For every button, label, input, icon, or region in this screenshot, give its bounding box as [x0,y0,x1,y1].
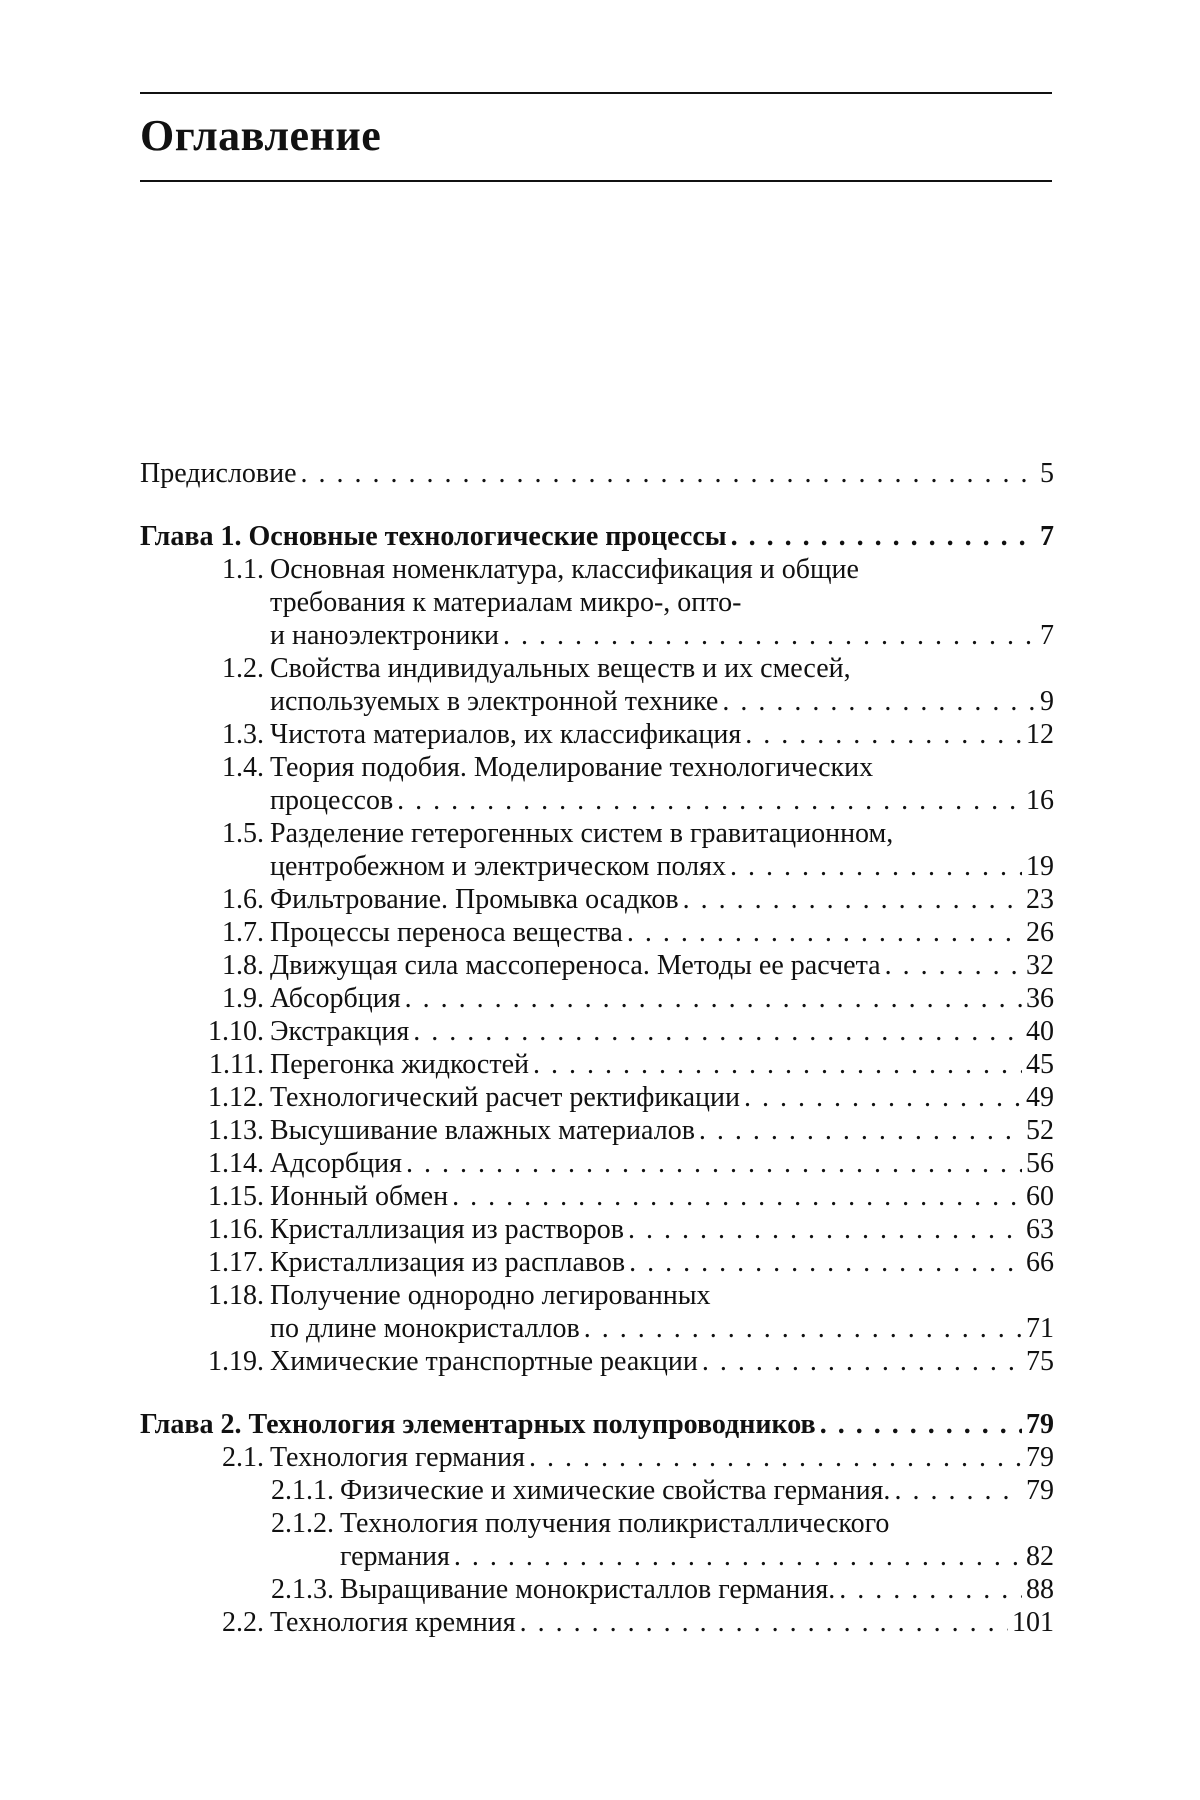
page-number: 101 [1012,1607,1054,1638]
section-title: Химические транспортные реакции [270,1346,698,1377]
toc-section-entry[interactable] [140,1345,1054,1378]
dot-leader [628,1213,1022,1246]
toc-entry-line [270,883,1054,916]
dot-leader [839,1573,1022,1606]
section-number: 1.16. [208,1214,264,1245]
toc-section-entry[interactable] [140,949,1054,982]
toc-entry-line [140,520,1054,553]
page-number: 26 [1026,917,1054,948]
toc-section-entry[interactable] [140,1474,1054,1507]
toc-section-entry[interactable] [140,718,1054,751]
page-number: 56 [1026,1148,1054,1179]
page-title: Оглавление [140,111,382,160]
page-number: 7 [1040,620,1054,651]
page-number: 88 [1026,1574,1054,1605]
dot-leader [405,982,1022,1015]
section-number: 1.6. [222,884,264,915]
section-number: 1.18. [208,1280,264,1311]
section-title: Адсорбция [270,1148,402,1179]
toc-section-entry[interactable] [140,1147,1054,1180]
toc-entry-line [270,916,1054,949]
dot-leader [452,1180,1022,1213]
toc-section-entry[interactable] [140,817,1054,883]
toc-section-entry[interactable] [140,1015,1054,1048]
toc-section-entry[interactable] [140,1213,1054,1246]
dot-leader [301,457,1036,490]
chapter-title: Глава 1. Основные технологические процессы [140,521,727,552]
toc-entry-line [270,1441,1054,1474]
section-number: 1.11. [209,1049,264,1080]
section-number: 1.14. [208,1148,264,1179]
section-title-line: Технология получения поликристаллического [340,1508,890,1539]
toc-entry-line [270,619,1054,652]
section-title: центробежном и электрическом полях [270,851,726,882]
page-number: 36 [1026,983,1054,1014]
section-number: 1.17. [208,1247,264,1278]
page-number: 79 [1026,1475,1054,1506]
dot-leader [454,1540,1022,1573]
section-number: 1.8. [222,950,264,981]
page-number: 45 [1026,1049,1054,1080]
section-number: 1.12. [208,1082,264,1113]
dot-leader [629,1246,1022,1279]
section-title: Экстракция [270,1016,410,1047]
toc-entry-line [270,1345,1054,1378]
toc-entry-line [340,1474,1054,1507]
dot-leader [503,619,1036,652]
page-number: 79 [1026,1409,1054,1440]
toc-section-entry[interactable] [140,1279,1054,1345]
page-number: 63 [1026,1214,1054,1245]
toc-section-entry[interactable] [140,883,1054,916]
dot-leader [533,1048,1022,1081]
toc-entry-line [270,1180,1054,1213]
top-rule [140,92,1052,94]
dot-leader [627,916,1022,949]
toc-section-entry[interactable] [140,1441,1054,1474]
page-number: 23 [1026,884,1054,915]
chapter-title: Глава 2. Технология элементарных полупроводников [140,1409,816,1440]
toc-entry-line [140,457,1054,490]
toc-section-entry[interactable] [140,1606,1054,1639]
page-number: 60 [1026,1181,1054,1212]
section-title: Чистота материалов, их классификация [270,719,742,750]
toc-entry-line [340,1573,1054,1606]
toc-chapter-heading[interactable] [140,520,1054,553]
dot-leader [397,784,1022,817]
section-title: Технологический расчет ректификации [270,1082,740,1113]
toc-section-entry[interactable] [140,553,1054,652]
page-number: 71 [1026,1313,1054,1344]
dot-leader [683,883,1022,916]
section-title: германия [340,1541,450,1572]
toc-entry-line [270,784,1054,817]
toc-entry-line [340,1540,1054,1573]
toc-entry-line [270,1246,1054,1279]
toc-section-entry[interactable] [140,1048,1054,1081]
section-title: Кристаллизация из расплавов [270,1247,626,1278]
section-title-line: требования к материалам микро-, опто- [270,587,742,618]
page-number: 9 [1040,686,1054,717]
section-title: и наноэлектроники [270,620,500,651]
section-title: Ионный обмен [270,1181,449,1212]
dot-leader [744,1081,1022,1114]
page-number: 40 [1026,1016,1054,1047]
section-number: 1.15. [208,1181,264,1212]
section-title: Технология германия [270,1442,525,1473]
dot-leader [722,685,1036,718]
section-title: по длине монокристаллов [270,1313,580,1344]
page-number: 32 [1026,950,1054,981]
section-title-line: Свойства индивидуальных веществ и их смесей, [270,653,851,684]
dot-leader [730,850,1022,883]
section-number: 2.1.3. [271,1574,334,1605]
section-number: 2.1.2. [271,1508,334,1539]
dot-leader [820,1408,1022,1441]
section-number: 2.1.1. [271,1475,334,1506]
toc-entry-line [270,685,1054,718]
page-number: 12 [1026,719,1054,750]
section-number: 1.19. [208,1346,264,1377]
toc-entry-line [270,1015,1054,1048]
toc-entry-line [270,1312,1054,1345]
toc-section-entry[interactable] [140,652,1054,718]
section-number: 1.2. [222,653,264,684]
dot-leader [699,1114,1022,1147]
section-number: 1.13. [208,1115,264,1146]
section-title-line: Теория подобия. Моделирование технологических [270,752,874,783]
section-number: 1.9. [222,983,264,1014]
toc-entry-line [270,1114,1054,1147]
section-number: 1.3. [222,719,264,750]
section-number: 1.4. [222,752,264,783]
toc-entry-preface[interactable] [140,457,1054,490]
toc-entry-line [140,1408,1054,1441]
section-title-line: Разделение гетерогенных систем в гравитационном, [270,818,894,849]
page-number: 5 [1040,458,1054,489]
toc-section-entry[interactable] [140,1507,1054,1573]
toc-section-entry[interactable] [140,1114,1054,1147]
toc-entry-line [270,718,1054,751]
dot-leader [584,1312,1022,1345]
section-title: Высушивание влажных материалов [270,1115,695,1146]
title-underline-rule [140,180,1052,182]
section-title: Движущая сила массопереноса. Методы ее расчета [270,950,881,981]
toc-section-entry[interactable] [140,1081,1054,1114]
section-number: 1.10. [208,1016,264,1047]
page-number: 49 [1026,1082,1054,1113]
dot-leader [406,1147,1022,1180]
toc-entry-line [270,1147,1054,1180]
section-spacer [140,490,1054,520]
table-of-contents [140,457,1054,1639]
toc-entry-line [270,982,1054,1015]
toc-section-entry[interactable] [140,751,1054,817]
section-number: 2.2. [222,1607,264,1638]
toc-section-entry[interactable] [140,916,1054,949]
section-title: Технология кремния [270,1607,516,1638]
page-number: 16 [1026,785,1054,816]
section-spacer [140,1378,1054,1408]
toc-entry-line [270,850,1054,883]
section-title: Перегонка жидкостей [270,1049,529,1080]
section-number: 2.1. [222,1442,264,1473]
section-title: используемых в электронной технике [270,686,719,717]
toc-section-entry[interactable] [140,1246,1054,1279]
section-title: Физические и химические свойства германия. [340,1475,891,1506]
page-number: 79 [1026,1442,1054,1473]
dot-leader [745,718,1022,751]
toc-entry-line [270,1048,1054,1081]
toc-entry-line [270,1081,1054,1114]
page-number: 82 [1026,1541,1054,1572]
section-title: Фильтрование. Промывка осадков [270,884,679,915]
section-title-line: Получение однородно легированных [270,1280,711,1311]
section-title: Абсорбция [270,983,401,1014]
toc-entry-line [270,1213,1054,1246]
toc-entry-line [270,949,1054,982]
section-title: Выращивание монокристаллов германия. [340,1574,836,1605]
dot-leader [702,1345,1022,1378]
page-number: 52 [1026,1115,1054,1146]
toc-section-entry[interactable] [140,1573,1054,1606]
toc-entry-line [270,1606,1054,1639]
dot-leader [529,1441,1022,1474]
page-number: 66 [1026,1247,1054,1278]
section-title-line: Основная номенклатура, классификация и общие [270,554,859,585]
section-title: Кристаллизация из растворов [270,1214,624,1245]
section-title: Процессы переноса вещества [270,917,623,948]
page-number: 75 [1026,1346,1054,1377]
page-number: 19 [1026,851,1054,882]
dot-leader [731,520,1036,553]
section-number: 1.1. [222,554,264,585]
section-number: 1.5. [222,818,264,849]
toc-section-entry[interactable] [140,982,1054,1015]
section-title: процессов [270,785,394,816]
section-number: 1.7. [222,917,264,948]
page-number: 7 [1040,521,1054,552]
toc-section-entry[interactable] [140,1180,1054,1213]
entry-title: Предисловие [140,458,297,489]
dot-leader [520,1606,1008,1639]
dot-leader [413,1015,1022,1048]
toc-chapter-heading[interactable] [140,1408,1054,1441]
dot-leader [885,949,1022,982]
dot-leader [894,1474,1022,1507]
